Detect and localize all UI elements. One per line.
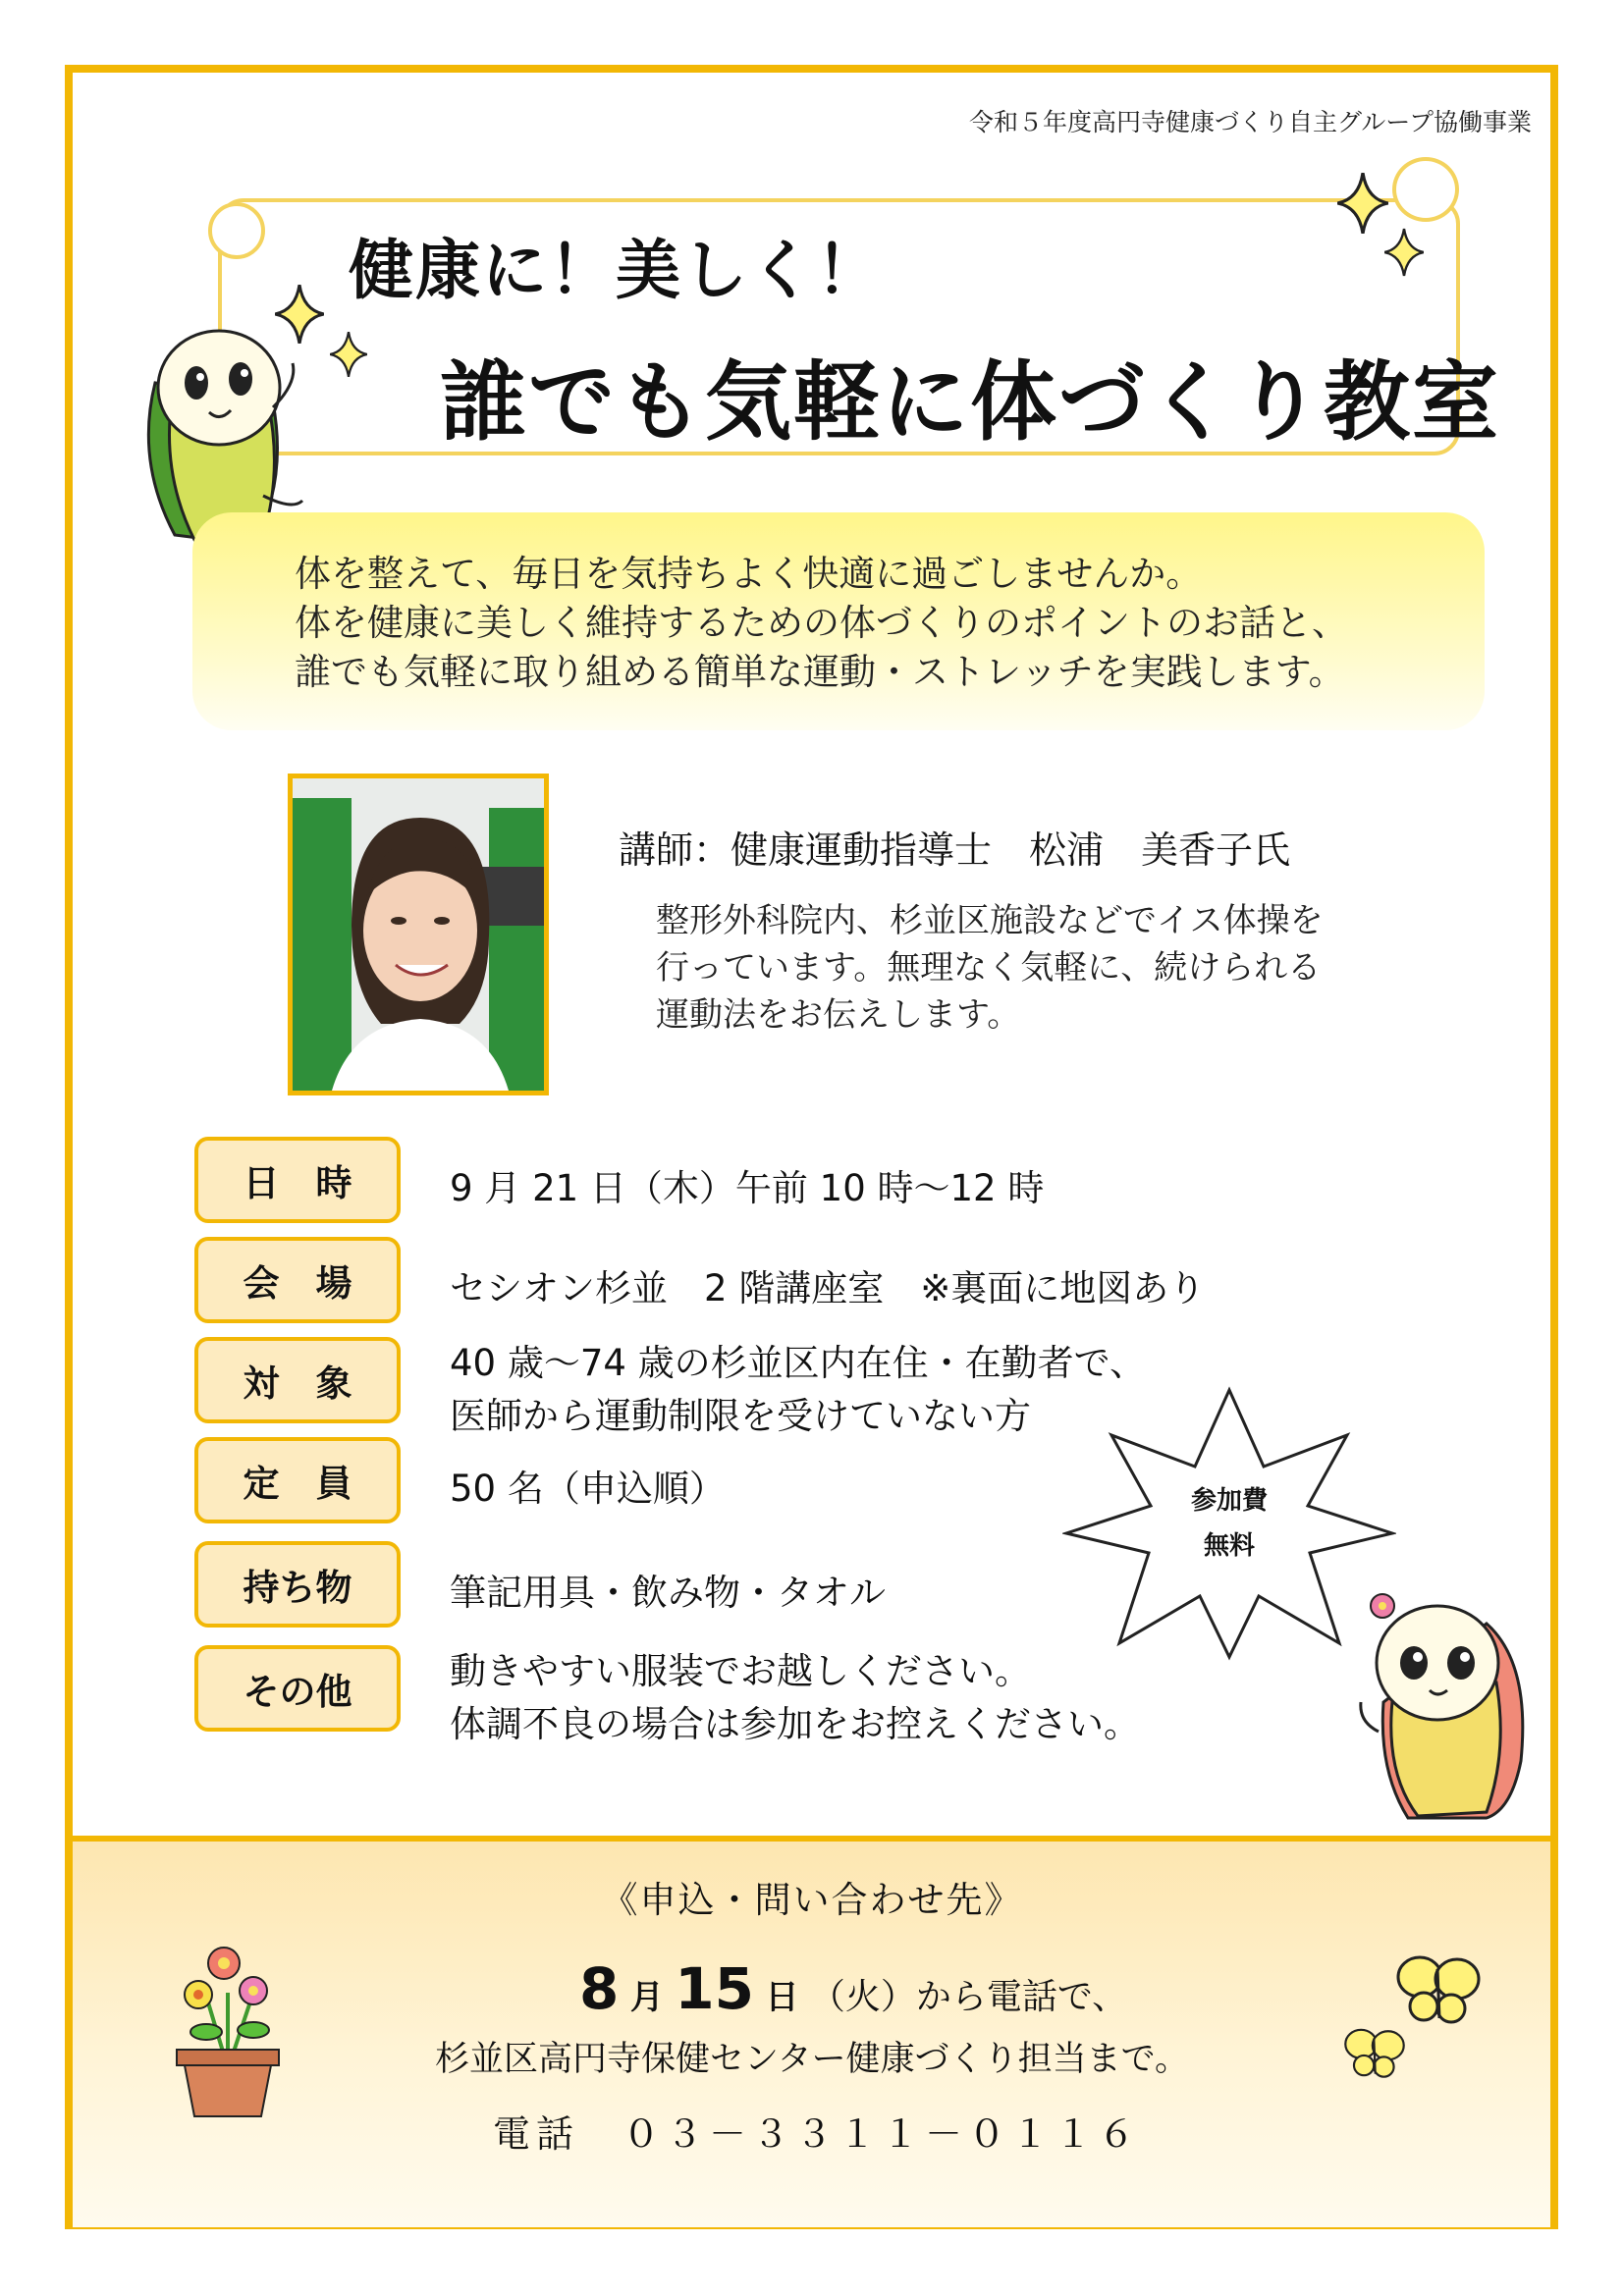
sparkle-icon [1384, 228, 1424, 277]
butterfly-icon [1394, 1949, 1483, 2028]
instructor-desc-line-1: 整形外科院内、杉並区施設などでイス体操を [656, 901, 1324, 940]
fee-badge-line-1: 参加費 [1190, 1486, 1268, 1516]
footer-contact-line: 杉並区高円寺保健センター健康づくり担当まで。 [435, 2040, 1189, 2079]
footer-application-date [579, 1955, 1127, 2022]
value-datetime: 9 月 21 日（木）午前 10 時〜12 時 [450, 1167, 1045, 1209]
scroll-curl-right [1392, 157, 1459, 222]
footer-day: 15 [675, 1955, 754, 2022]
sparkle-icon [330, 332, 367, 377]
value-venue: セシオン杉並 2 階講座室 ※裏面に地図あり [450, 1267, 1206, 1309]
footer-title: 《申込・問い合わせ先》 [601, 1879, 1023, 1921]
instructor-desc-line-3: 運動法をお伝えします。 [656, 995, 1021, 1035]
instructor-desc-line-2: 行っています。無理なく気軽に、続けられる [656, 948, 1322, 988]
footer-phone [493, 2104, 1141, 2158]
flower-pot-icon [169, 1934, 287, 2120]
value-capacity: 50 名（申込順） [450, 1468, 726, 1510]
intro-line-1: 体を整えて、毎日を気持ちよく快適に過ごしませんか。 [295, 553, 1203, 595]
title-line-2: 誰でも気軽に体づくり教室 [440, 351, 1501, 453]
label-datetime: 日 時 [194, 1137, 401, 1223]
instructor-photo [288, 774, 549, 1095]
value-belongings: 筆記用具・飲み物・タオル [450, 1572, 886, 1614]
label-venue: 会 場 [194, 1237, 401, 1323]
value-other-line-1: 動きやすい服装でお越しください。 [450, 1650, 1031, 1692]
footer-day-unit: 日 [765, 1978, 799, 2017]
butterfly-icon [1341, 2024, 1408, 2081]
label-other: その他 [194, 1645, 401, 1732]
value-other-line-2: 体調不良の場合は参加をお控えください。 [450, 1703, 1140, 1745]
value-target-line-1: 40 歳〜74 歳の杉並区内在住・在勤者で、 [450, 1342, 1146, 1384]
intro-line-3: 誰でも気軽に取り組める簡単な運動・ストレッチを実践します。 [295, 651, 1345, 693]
intro-line-2: 体を健康に美しく維持するための体づくりのポイントのお話と、 [295, 602, 1348, 644]
phone-number: ０３－３３１１－０１１６ [623, 2112, 1142, 2156]
value-target-line-2: 医師から運動制限を受けていない方 [450, 1395, 1031, 1437]
scroll-curl-left [208, 202, 265, 259]
phone-label: 電話 [493, 2112, 580, 2156]
title-line-1: 健康に！美しく！ [349, 233, 883, 308]
fee-badge-line-2: 無料 [1203, 1531, 1255, 1561]
footer-date-rest: （火）から電話で、 [809, 1977, 1128, 2017]
instructor-heading: 講師：健康運動指導士 松浦 美香子氏 [619, 828, 1291, 872]
label-target: 対 象 [194, 1337, 401, 1423]
footer-month-unit: 月 [629, 1978, 664, 2017]
label-capacity: 定 員 [194, 1437, 401, 1523]
mascot-yellow [1339, 1584, 1536, 1820]
label-belongings: 持ち物 [194, 1541, 401, 1628]
program-note: 令和５年度高円寺健康づくり自主グループ協働事業 [968, 108, 1532, 136]
footer-month: 8 [579, 1955, 620, 2022]
sparkle-icon [1337, 173, 1388, 234]
